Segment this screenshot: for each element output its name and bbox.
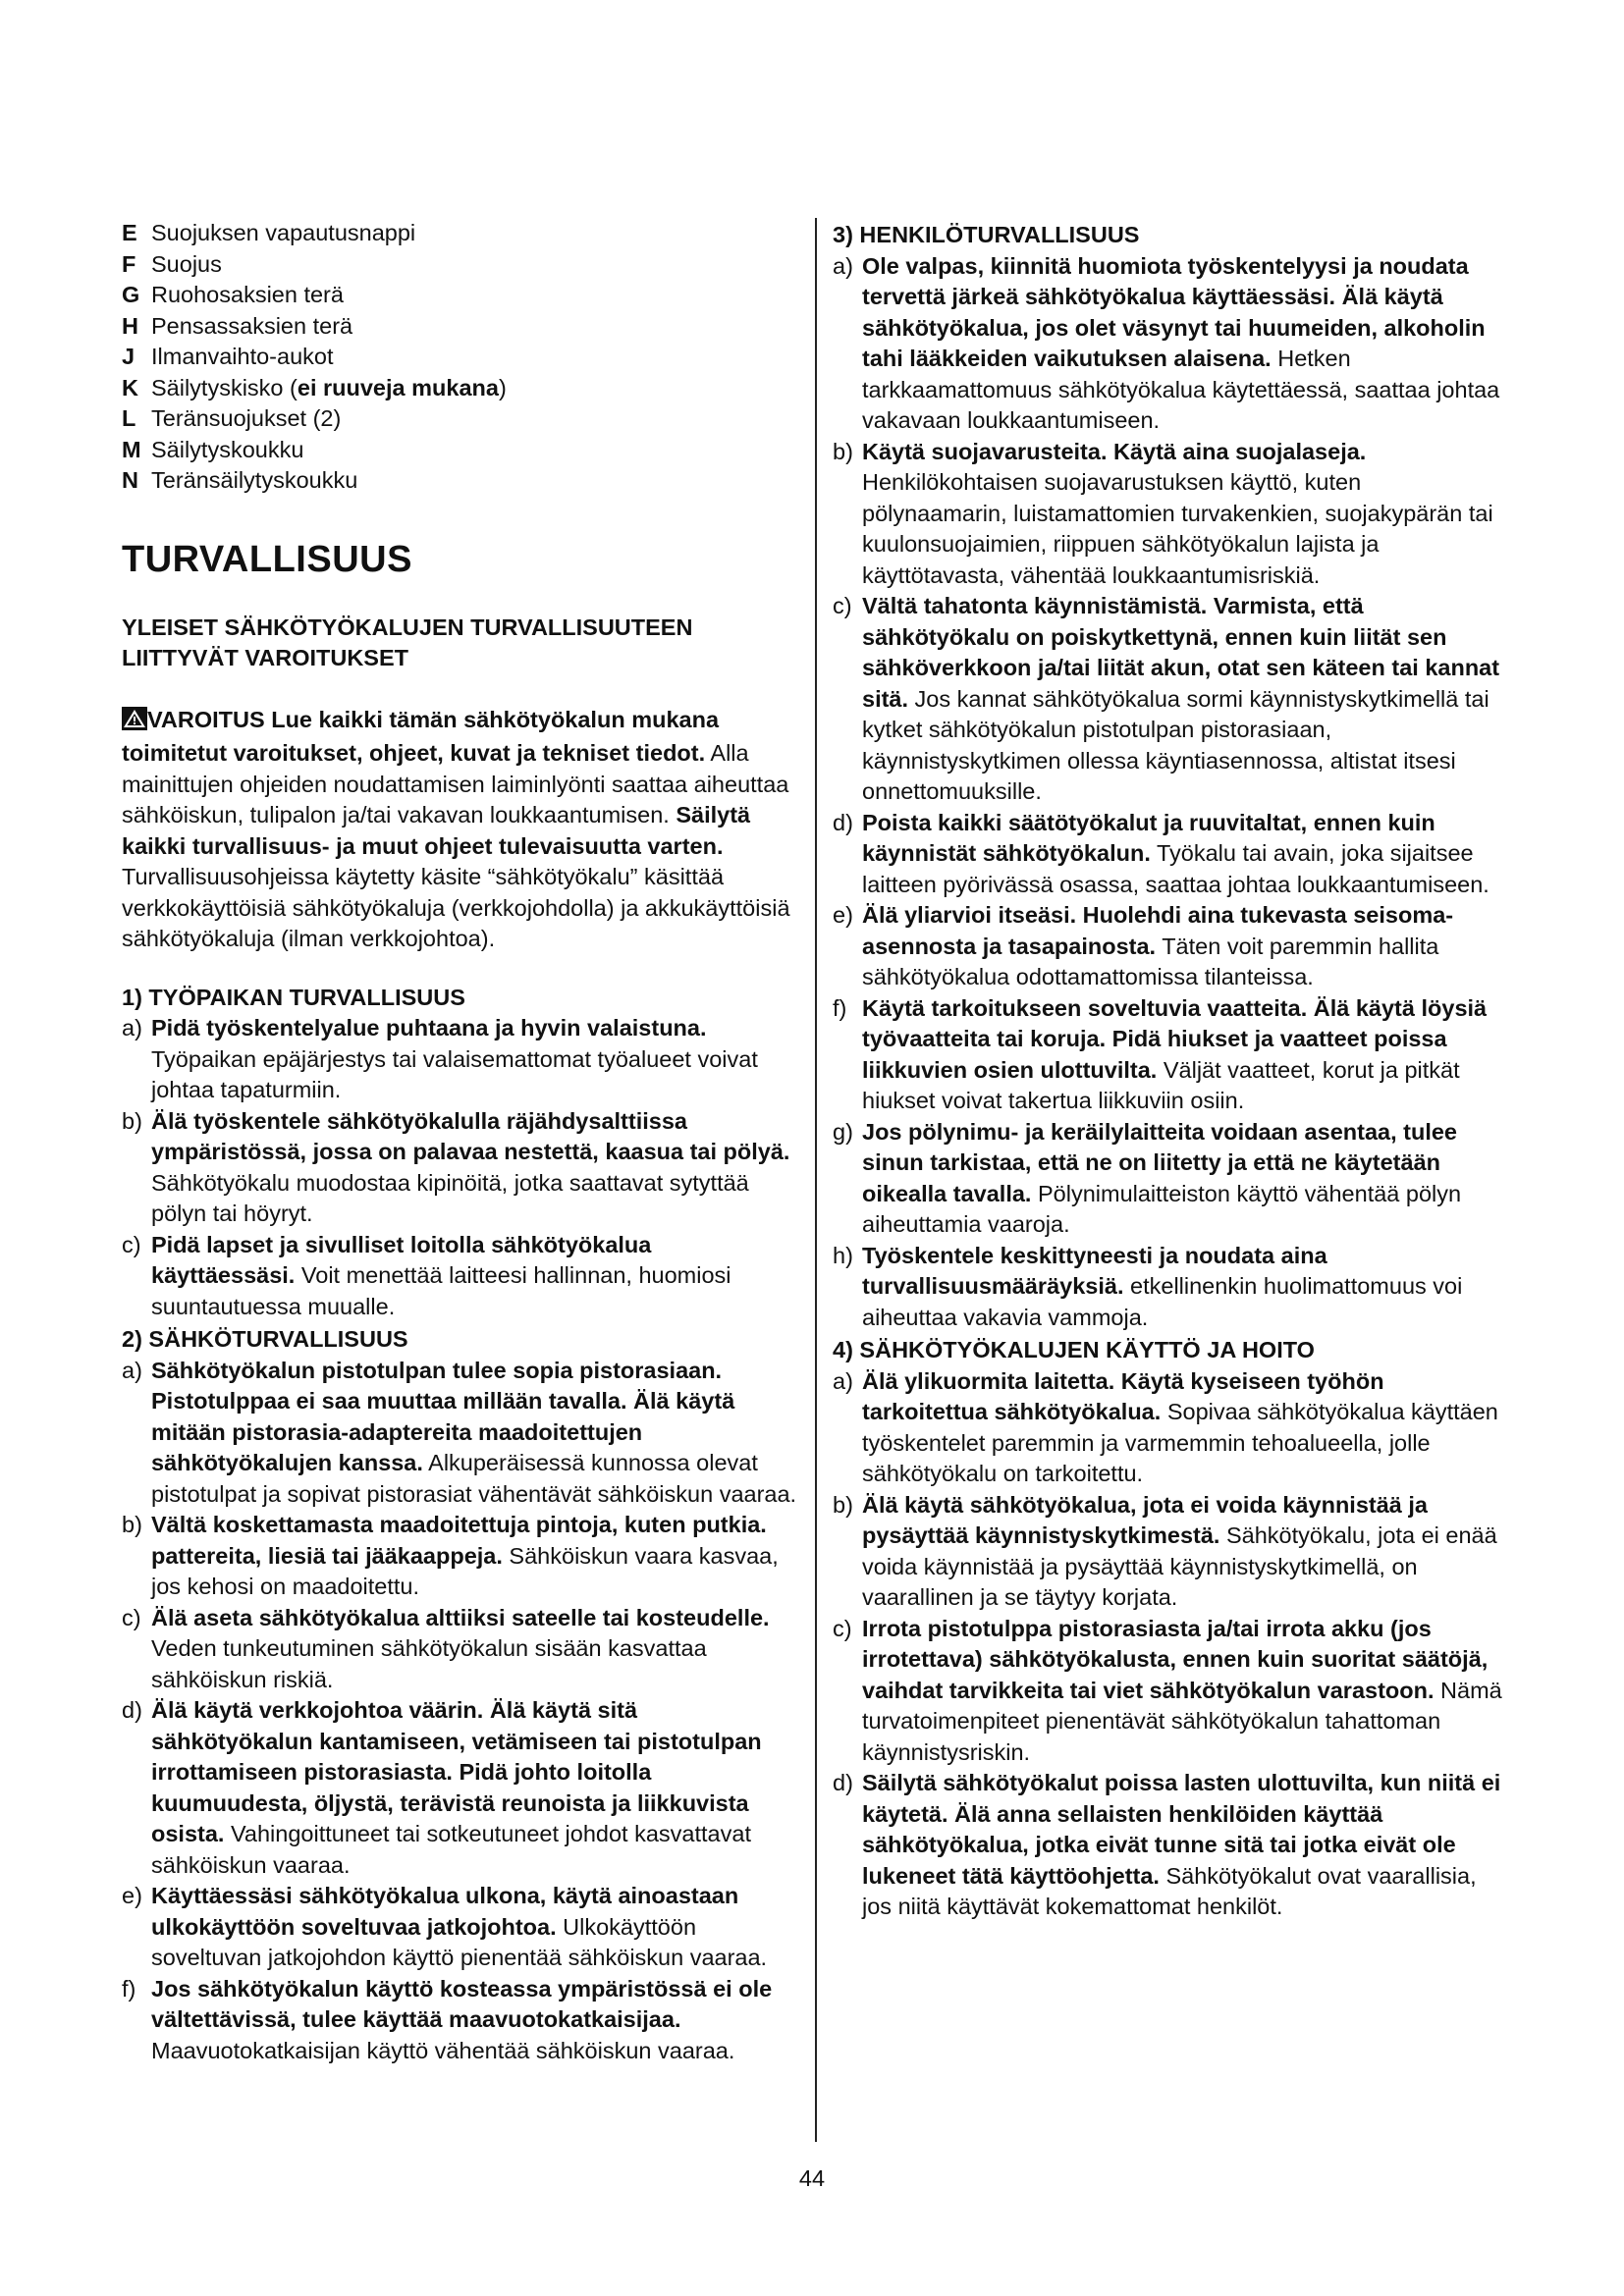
right-column [833,218,1510,1923]
list-item: c) Vältä tahatonta käynnistämistä. Varmista, että sähkötyökalu on poiskytkettynä, ennen kuin liität sen sähköverkkoon ja/tai liität akun, otat sen käteen tai kannat sitä. Jos kannat sähkötyökalua sormi käynnistyskytkimellä tai kytket sähkötyökalun pistotulpan pistorasiaan, käynnistyskytkimen ollessa käyntiasennossa, altistat itsesi onnettomuuksille. [833,593,1500,804]
warning-paragraph: VAROITUS Lue kaikki tämän sähkötyökalun mukana toimitetut varoitukset, ohjeet, kuvat ja tekniset tiedot. Alla mainittujen ohjeiden noudattamisen laiminlyönti saattaa aiheuttaa sähköiskun, tulipalon ja/tai vakavan loukkaantumisen. Säilytä kaikki turvallisuus- ja muut ohjeet tulevaisuutta varten. Turvallisuusohjeissa käytetty käsite “sähkötyökalu” käsittää verkkokäyttöisiä sähkötyökaluja (verkkojohdolla) ja akkukäyttöisiä sähkötyökaluja (ilman verkkojohtoa). [122,706,790,951]
list-item: f) Jos sähkötyökalun käyttö kosteassa ympäristössä ei ole vältettävissä, tulee käyttää maavuotokatkaisijaa. Maavuotokatkaisijan käyttö vähentää sähköiskun vaaraa. [122,1975,773,2063]
section-subtitle: YLEISET SÄHKÖTYÖKALUJEN TURVALLISUUTEEN LIITTYVÄT VAROITUKSET [122,614,693,670]
list-item: a) Pidä työskentelyalue puhtaana ja hyvin valaistuna. Työpaikan epäjärjestys tai valaisemattomat työalueet voivat johtaa tapaturmiin. [122,1015,758,1102]
page-title: TURVALLISUUS [122,538,412,580]
left-column [122,218,799,2066]
list-item: b) Älä käytä sähkötyökalua, jota ei voida käynnistää ja pysäyttää käynnistyskytkimestä. Sähkötyökalu, jota ei enää voida käynnistää ja pysäyttää käynnistyskytkimellä, on vaarallinen ja se täytyy korjata. [833,1491,1497,1610]
list-item: d) Säilytä sähkötyökalut poissa lasten ulottuvilta, kun niitä ei käytetä. Älä anna sellaisten henkilöiden käyttää sähkötyökalua, jotka eivät tunne sitä tai jotka eivät ole lukeneet tätä käyttöohjetta. Sähkötyökalut ovat vaarallisia, jos niitä käyttävät kokemattomat henkilöt. [833,1770,1501,1919]
page-number: 44 [798,2165,826,2191]
parts-item: N Teränsäilytyskoukku [122,467,358,493]
parts-item: M Säilytyskoukku [122,436,304,462]
parts-item: G Ruohosaksien terä [122,282,344,307]
parts-list [122,218,799,497]
list-item: c) Älä aseta sähkötyökalua alttiiksi sateelle tai kosteudelle. Veden tunkeutuminen sähkötyökalun sisään kasvattaa sähköiskun riskiä. [122,1604,770,1692]
section-heading: 1) TYÖPAIKAN TURVALLISUUS [122,984,465,1010]
list-item: d) Älä käytä verkkojohtoa väärin. Älä käytä sitä sähkötyökalun kantamiseen, vetämiseen tai pistotulpan irrottamiseen pistorasiasta. Pidä johto loitolla kuumuudesta, öljystä, terävistä reunoista ja liikkuvista osista. Vahingoittuneet tai sotkeutuneet johdot kasvattavat sähköiskun vaaraa. [122,1697,762,1878]
list-item: d) Poista kaikki säätötyökalut ja ruuvitaltat, ennen kuin käynnistät sähkötyökalun. Työkalu tai avain, joka sijaitsee laitteen pyörivässä osassa, saattaa johtaa loukkaantumiseen. [833,809,1489,897]
list-item: e) Älä yliarvioi itseäsi. Huolehdi aina tukevasta seisoma-asennosta ja tasapainosta. Täten voit paremmin hallita sähkötyökalua odottamattomissa tilanteissa. [833,902,1454,989]
list-item: a) Älä ylikuormita laitetta. Käytä kyseiseen työhön tarkoitettua sähkötyökalua. Sopivaa sähkötyökalua käyttäen työskentelet paremmin ja varmemmin tehoalueella, jolle sähkötyökalu on tarkoitettu. [833,1367,1498,1486]
section-heading: 4) SÄHKÖTYÖKALUJEN KÄYTTÖ JA HOITO [833,1337,1315,1362]
section-heading: 3) HENKILÖTURVALLISUUS [833,222,1140,247]
list-item: c) Irrota pistotulppa pistorasiasta ja/tai irrota akku (jos irrotettava) sähkötyökalusta, ennen kuin suoritat säätöjä, vaihdat tarvikkeita tai viet sähkötyökalun varastoon. Nämä turvatoimenpiteet pienentävät sähkötyökalun tahattoman käynnistysriskin. [833,1615,1502,1765]
list-item: b) Älä työskentele sähkötyökalulla räjähdysalttiissa ympäristössä, jossa on palavaa nestettä, kaasua tai pölyä. Sähkötyökalu muodostaa kipinöitä, jotka saattavat sytyttää pölyn tai höyryt. [122,1107,790,1226]
list-item: a) Ole valpas, kiinnitä huomiota työskentelyysi ja noudata tervettä järkeä sähkötyökalua käyttäessäsi. Älä käytä sähkötyökalua, jos olet väsynyt tai huumeiden, alkoholin tahi lääkkeiden vaikutuksen alaisena. Hetken tarkkaamattomuus sähkötyökalua käytettäessä, saattaa johtaa vakavaan loukkaantumiseen. [833,252,1500,433]
warning-triangle-icon [122,707,147,739]
list-item: e) Käyttäessäsi sähkötyökalua ulkona, käytä ainoastaan ulkokäyttöön soveltuvaa jatkojohtoa. Ulkokäyttöön soveltuvan jatkojohdon käyttö pienentää sähköiskun vaaraa. [122,1883,768,1970]
parts-item: L Teränsuojukset (2) [122,405,342,431]
list-item: h) Työskentele keskittyneesti ja noudata aina turvallisuusmääräyksiä. etkellinenkin huolimattomuus voi aiheuttaa vakavia vammoja. [833,1242,1463,1330]
list-item: a) Sähkötyökalun pistotulpan tulee sopia pistorasiaan. Pistotulppaa ei saa muuttaa millään tavalla. Älä käytä mitään pistorasia-adaptereita maadoitettujen sähkötyökalujen kanssa. Alkuperäisessä kunnossa olevat pistotulpat ja sopivat pistorasiat vähentävät sähköiskun vaaraa. [122,1357,797,1507]
list-item: b) Käytä suojavarusteita. Käytä aina suojalaseja. Henkilökohtaisen suojavarustuksen käyttö, kuten pölynaamarin, luistamattomien turvakenkien, suojakypärän tai kuulonsuojaimien, riippuen sähkötyökalun lajista ja käyttötavasta, vähentää loukkaantumisriskiä. [833,438,1493,588]
section-heading: 2) SÄHKÖTURVALLISUUS [122,1326,408,1352]
list-item: c) Pidä lapset ja sivulliset loitolla sähkötyökalua käyttäessäsi. Voit menettää laitteesi hallinnan, huomiosi suuntautuessa muualle. [122,1231,731,1319]
parts-item: E Suojuksen vapautusnappi [122,220,416,245]
list-item: g) Jos pölynimu- ja keräilylaitteita voidaan asentaa, tulee sinun tarkistaa, että ne on liitetty ja että ne käytetään oikealla tavalla. Pölynimulaitteiston käyttö vähentää pölyn aiheuttamia vaaroja. [833,1118,1462,1237]
parts-item: J Ilmanvaihto-aukot [122,344,334,369]
column-divider [815,218,817,2142]
parts-item: K Säilytyskisko (ei ruuveja mukana) [122,374,507,400]
list-item: b) Vältä koskettamasta maadoitettuja pintoja, kuten putkia. pattereita, liesiä tai jääkaappeja. Sähköiskun vaara kasvaa, jos kehosi on maadoitettu. [122,1512,779,1599]
parts-item: F Suojus [122,250,222,277]
parts-item: H Pensassaksien terä [122,312,353,339]
list-item: f) Käytä tarkoitukseen soveltuvia vaatteita. Älä käytä löysiä työvaatteita tai koruja. Pidä hiukset ja vaatteet poissa liikkuvien osien ulottuvilta. Väljät vaatteet, korut ja pitkät hiukset voivat takertua liikkuviin osiin. [833,994,1488,1113]
